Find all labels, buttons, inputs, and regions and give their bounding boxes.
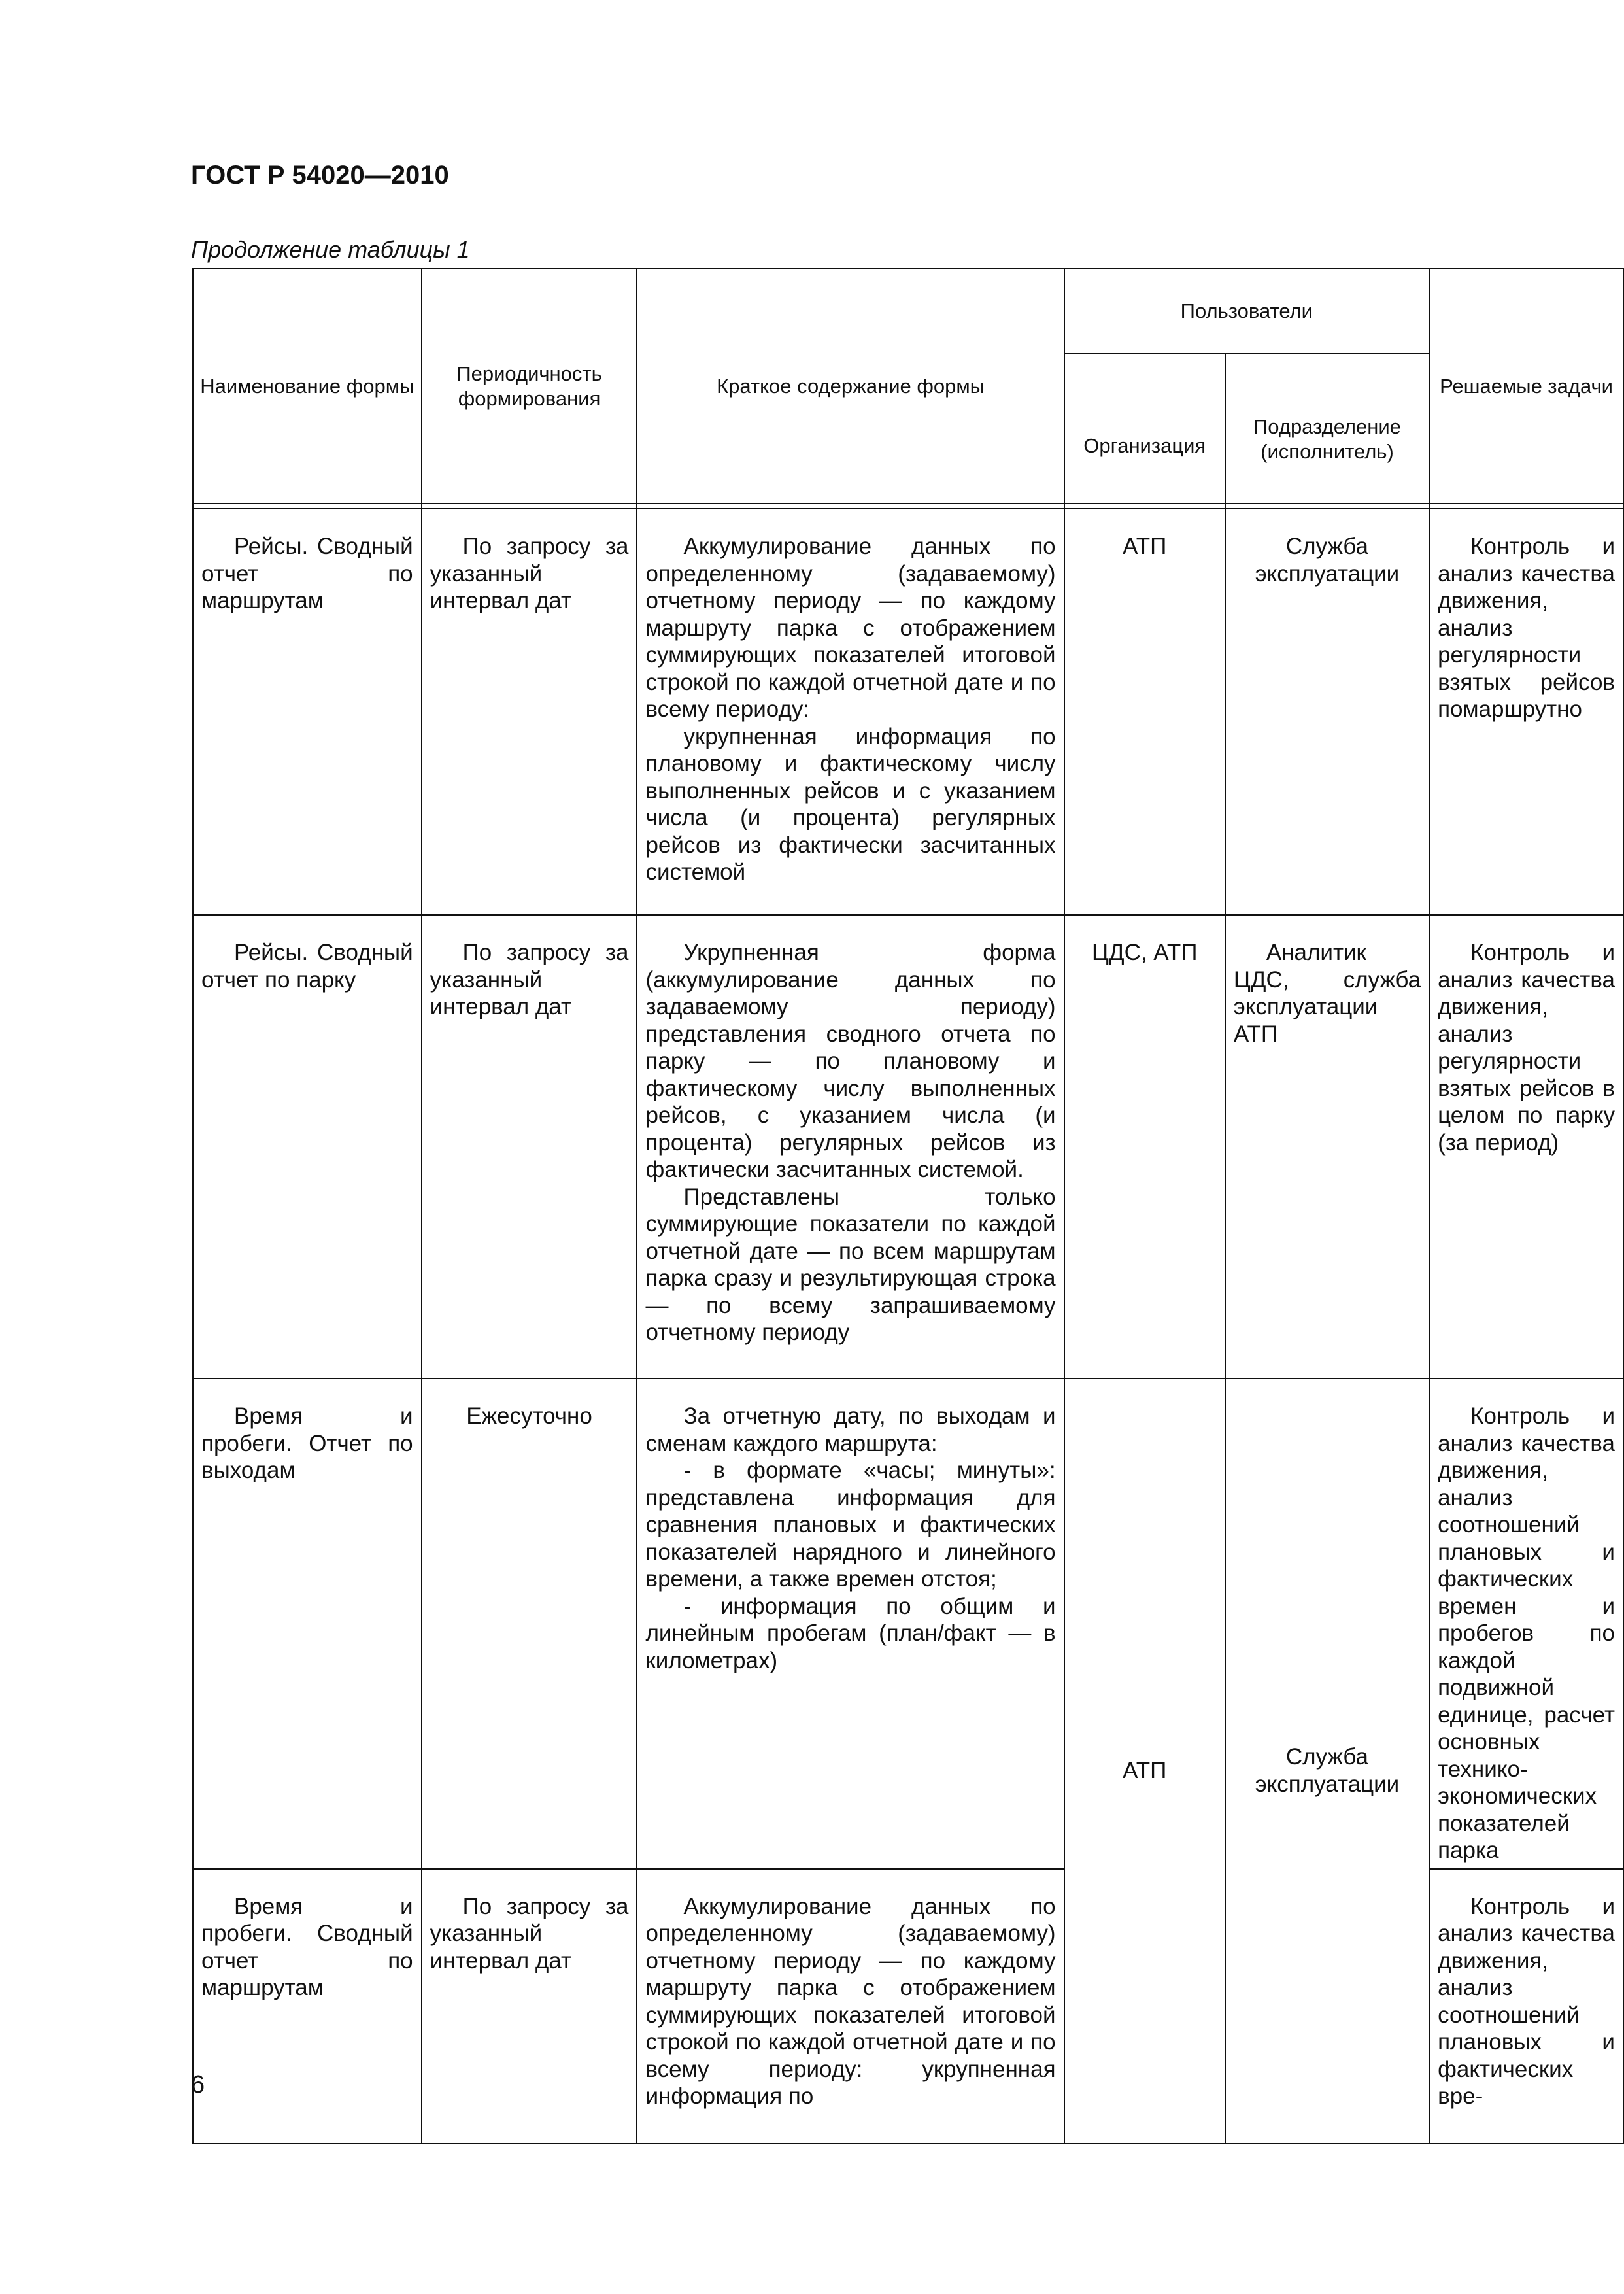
division-cell: Служба эксплуатации xyxy=(1225,509,1429,915)
organization-cell: АТП xyxy=(1064,1378,1225,2144)
forms-table xyxy=(192,268,1624,2144)
document-title: ГОСТ Р 54020—2010 xyxy=(191,161,449,190)
content-paragraph: укрупненная информация по плановому и фактическому числу выполненных рейсов и с указанием числа (и процента) регулярных рейсов из фактически засчитанных системой xyxy=(645,723,1056,885)
form-name-cell: Рейсы. Сводный отчет по парку xyxy=(193,915,422,1378)
periodicity-cell: По запросу за указанный интервал дат xyxy=(422,1869,637,2144)
header-form-name: Наименование формы xyxy=(193,269,422,504)
content-paragraph: Аккумулирование данных по определенному (задаваемому) отчетному периоду — по каждому маршруту парка с отображением суммирующих показателей итоговой строкой по каждой отчетной дате и по всему периоду: xyxy=(645,534,1056,722)
tasks-cell: Контроль и анализ качества движения, анализ соотношений плановых и фактических времен и пробегов по каждой подвижной единице, расчет основных технико-экономических показателей парка xyxy=(1429,1378,1623,1869)
periodicity-cell: По запросу за указанный интервал дат xyxy=(422,915,637,1378)
content-cell xyxy=(637,915,1064,1378)
form-name-cell: Время и пробеги. Отчет по выходам xyxy=(193,1378,422,1869)
periodicity-cell: По запросу за указанный интервал дат xyxy=(422,509,637,915)
table-container xyxy=(192,268,1624,2109)
tasks-cell: Контроль и анализ качества движения, анализ регулярности взятых рейсов помаршрутно xyxy=(1429,509,1623,915)
header-users: Пользователи xyxy=(1064,269,1430,354)
content-paragraph: Аккумулирование данных по определенному (задаваемому) отчетному периоду — по каждому маршруту парка с отображением суммирующих показателей итоговой строкой по каждой отчетной дате и по всему периоду: укрупненная информация по xyxy=(645,1893,1056,2109)
header-content: Краткое содержание формы xyxy=(637,269,1064,504)
header-periodicity: Периодичность формирования xyxy=(422,269,637,504)
content-paragraph: За отчетную дату, по выходам и сменам каждого маршрута: xyxy=(645,1403,1056,1456)
content-cell xyxy=(637,1378,1064,1869)
form-name-cell: Время и пробеги. Сводный отчет по маршрутам xyxy=(193,1869,422,2144)
table-row xyxy=(193,509,1623,915)
content-cell xyxy=(637,1869,1064,2144)
organization-cell: АТП xyxy=(1064,509,1225,915)
table-caption: Продолжение таблицы 1 xyxy=(191,236,470,263)
content-paragraph: - в формате «часы; минуты»: представлена информация для сравнения плановых и фактических показателей нарядного и линейного времени, а также времен отстоя; xyxy=(645,1458,1056,1592)
periodicity-cell: Ежесуточно xyxy=(422,1378,637,1869)
header-organization: Организация xyxy=(1064,354,1225,504)
content-cell xyxy=(637,509,1064,915)
content-paragraph: Представлены только суммирующие показатели по каждой отчетной дате — по всем маршрутам парка сразу и результирующая строка — по всему запрашиваемому отчетному периоду xyxy=(645,1184,1056,1345)
header-tasks: Решаемые задачи xyxy=(1429,269,1623,504)
form-name-cell: Рейсы. Сводный отчет по маршрутам xyxy=(193,509,422,915)
tasks-cell: Контроль и анализ качества движения, анализ соотношений плановых и фактических вре- xyxy=(1429,1869,1623,2144)
page-number: 6 xyxy=(191,2071,205,2098)
table-row xyxy=(193,915,1623,1378)
header-division: Подразделение (исполнитель) xyxy=(1225,354,1429,504)
table-row xyxy=(193,1378,1623,1869)
content-paragraph: Укрупненная форма (аккумулирование данных по задаваемому периоду) представления сводного отчета по парку — по плановому и фактическому числу выполненных рейсов, с указанием числа (и процента) регулярных рейсов из фактически засчитанных системой. xyxy=(645,940,1056,1182)
division-cell: Служба эксплуатации xyxy=(1225,1378,1429,2144)
division-cell: Аналитик ЦДС, служба эксплуатации АТП xyxy=(1225,915,1429,1378)
content-paragraph: - информация по общим и линейным пробегам (план/факт — в километрах) xyxy=(645,1593,1056,1673)
organization-cell: ЦДС, АТП xyxy=(1064,915,1225,1378)
tasks-cell: Контроль и анализ качества движения, анализ регулярности взятых рейсов в целом по парку (за период) xyxy=(1429,915,1623,1378)
